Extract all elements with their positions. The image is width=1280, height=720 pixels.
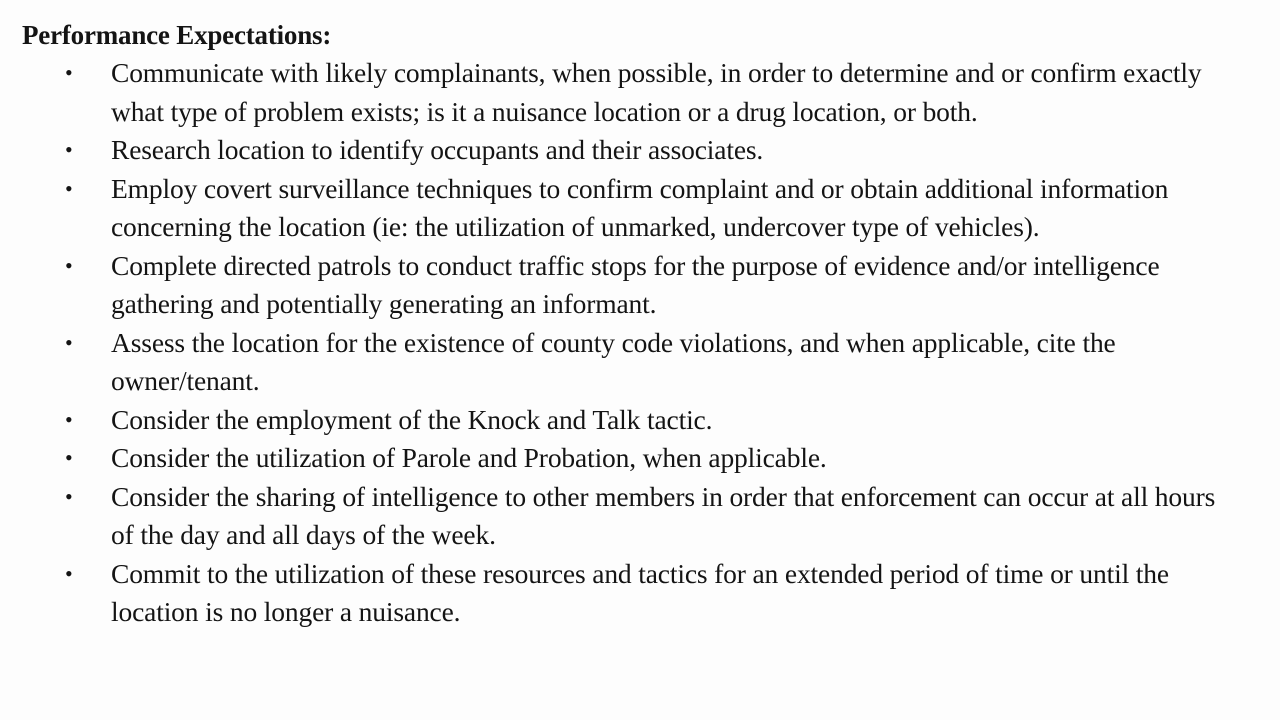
bullet-icon: •	[65, 483, 73, 509]
list-item-text: Commit to the utilization of these resources and tactics for an extended period of time or until the location is no longer a nuisance.	[111, 557, 1169, 627]
bullet-icon: •	[65, 137, 73, 162]
list-item	[22, 324, 1231, 401]
list-item	[22, 170, 1231, 247]
list-item	[22, 401, 1231, 440]
bullet-icon: •	[65, 445, 73, 470]
bullet-icon: •	[65, 560, 73, 586]
list-item-text: Communicate with likely complainants, when possible, in order to determine and or confirm exactly what type of problem exists; is it a nuisance location or a drug location, or both.	[111, 57, 1202, 127]
list-item-text: Consider the employment of the Knock and Talk tactic.	[111, 403, 713, 435]
list-item-text: Consider the utilization of Parole and Probation, when applicable.	[111, 442, 827, 473]
list-item	[22, 247, 1231, 324]
list-item	[22, 54, 1231, 131]
bullet-icon: •	[65, 406, 73, 432]
section-heading: Performance Expectations:	[22, 20, 332, 50]
expectations-list	[22, 54, 1280, 632]
list-item	[22, 478, 1231, 555]
bullet-icon: •	[65, 175, 73, 201]
list-item-text: Assess the location for the existence of county code violations, and when applicable, cite the owner/tenant.	[111, 326, 1116, 396]
list-item	[22, 131, 1231, 170]
list-item-text: Complete directed patrols to conduct traffic stops for the purpose of evidence and/or intelligence gathering and potentially generating an informant.	[111, 249, 1160, 319]
list-item	[22, 439, 1231, 478]
bullet-icon: •	[65, 329, 73, 355]
list-item-text: Research location to identify occupants and their associates.	[111, 134, 764, 165]
bullet-icon: •	[65, 60, 73, 85]
list-item	[22, 555, 1231, 632]
list-item-text: Consider the sharing of intelligence to other members in order that enforcement can occur at all hours of the day and all days of the week.	[111, 480, 1216, 550]
list-item-text: Employ covert surveillance techniques to confirm complaint and or obtain additional information concerning the location (ie: the utilization of unmarked, undercover type of vehicles).	[111, 172, 1169, 242]
bullet-icon: •	[65, 252, 73, 278]
